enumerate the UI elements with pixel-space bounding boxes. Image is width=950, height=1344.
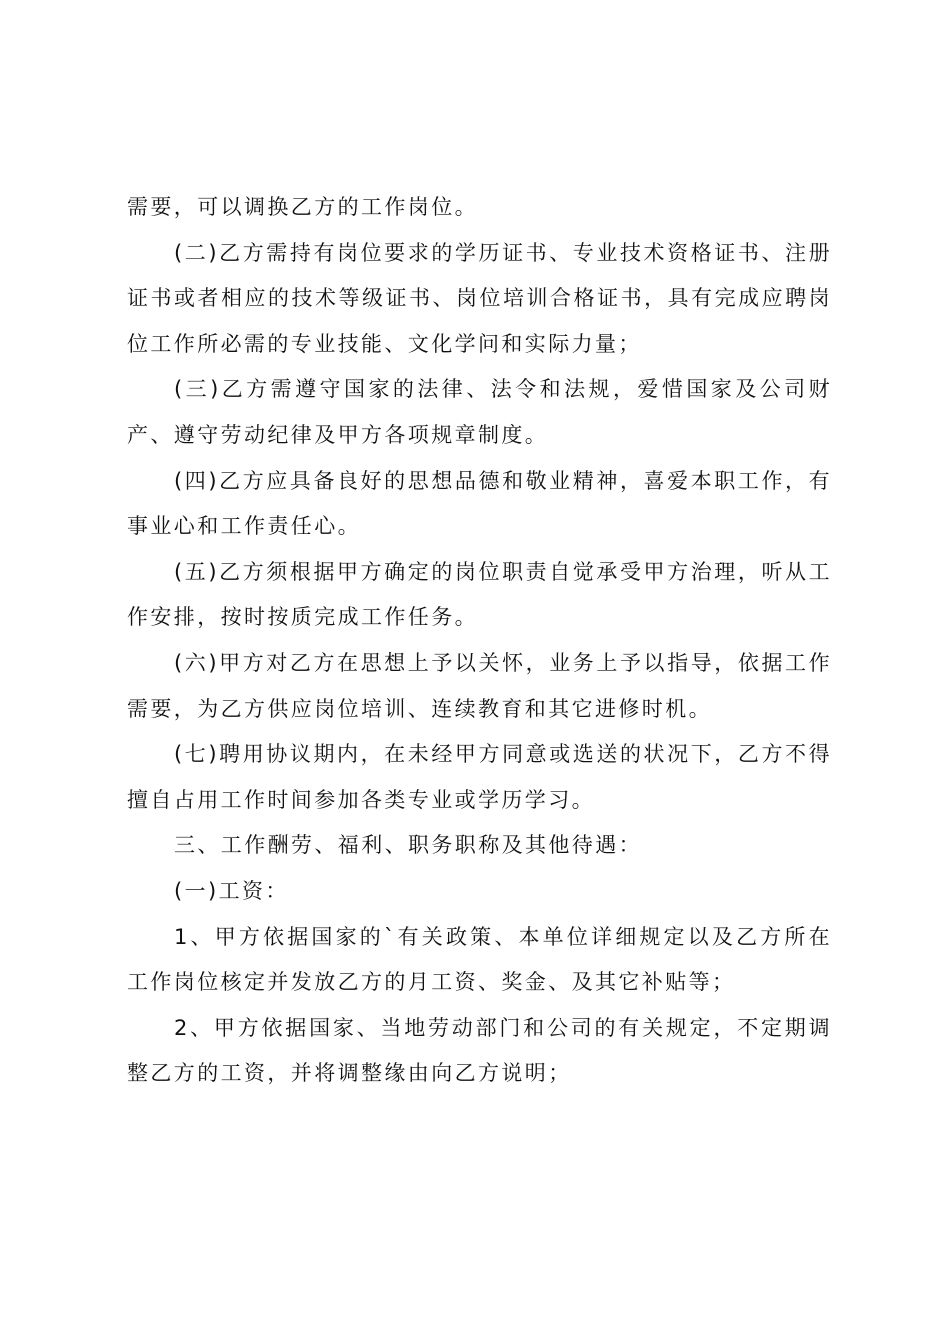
- document-body: [127, 185, 832, 1097]
- subsection-heading-wages: (一)工资：: [174, 878, 289, 903]
- paragraph-item-4: (四)乙方应具备良好的思想品德和敬业精神，喜爱本职工作，有事业心和工作责任心。: [127, 468, 832, 539]
- wage-clause-2: 2、甲方依据国家、当地劳动部门和公司的有关规定，不定期调整乙方的工资，并将调整缘由向乙方说明；: [127, 1015, 832, 1086]
- paragraph-item-2: (二)乙方需持有岗位要求的学历证书、专业技术资格证书、注册证书或者相应的技术等级证书、岗位培训合格证书，具有完成应聘岗位工作所必需的专业技能、文化学问和实际力量；: [127, 240, 832, 356]
- paragraph-item-6: (六)甲方对乙方在思想上予以关怀，业务上予以指导，依据工作需要，为乙方供应岗位培训、连续教育和其它进修时机。: [127, 650, 832, 721]
- paragraph-item-5: (五)乙方须根据甲方确定的岗位职责自觉承受甲方治理，听从工作安排，按时按质完成工作任务。: [127, 559, 832, 630]
- wage-clause-1: 1、甲方依据国家的`有关政策、本单位详细规定以及乙方所在工作岗位核定并发放乙方的月工资、奖金、及其它补贴等；: [127, 924, 832, 995]
- paragraph-item-7: (七)聘用协议期内，在未经甲方同意或选送的状况下，乙方不得擅自占用工作时间参加各类专业或学历学习。: [127, 742, 832, 812]
- paragraph-item-3: (三)乙方需遵守国家的法律、法令和法规，爱惜国家及公司财产、遵守劳动纪律及甲方各项规章制度。: [127, 377, 832, 447]
- paragraph-continuation: 需要，可以调换乙方的工作岗位。: [127, 195, 478, 219]
- section-heading-3: 三、工作酬劳、福利、职务职称及其他待遇：: [174, 833, 642, 858]
